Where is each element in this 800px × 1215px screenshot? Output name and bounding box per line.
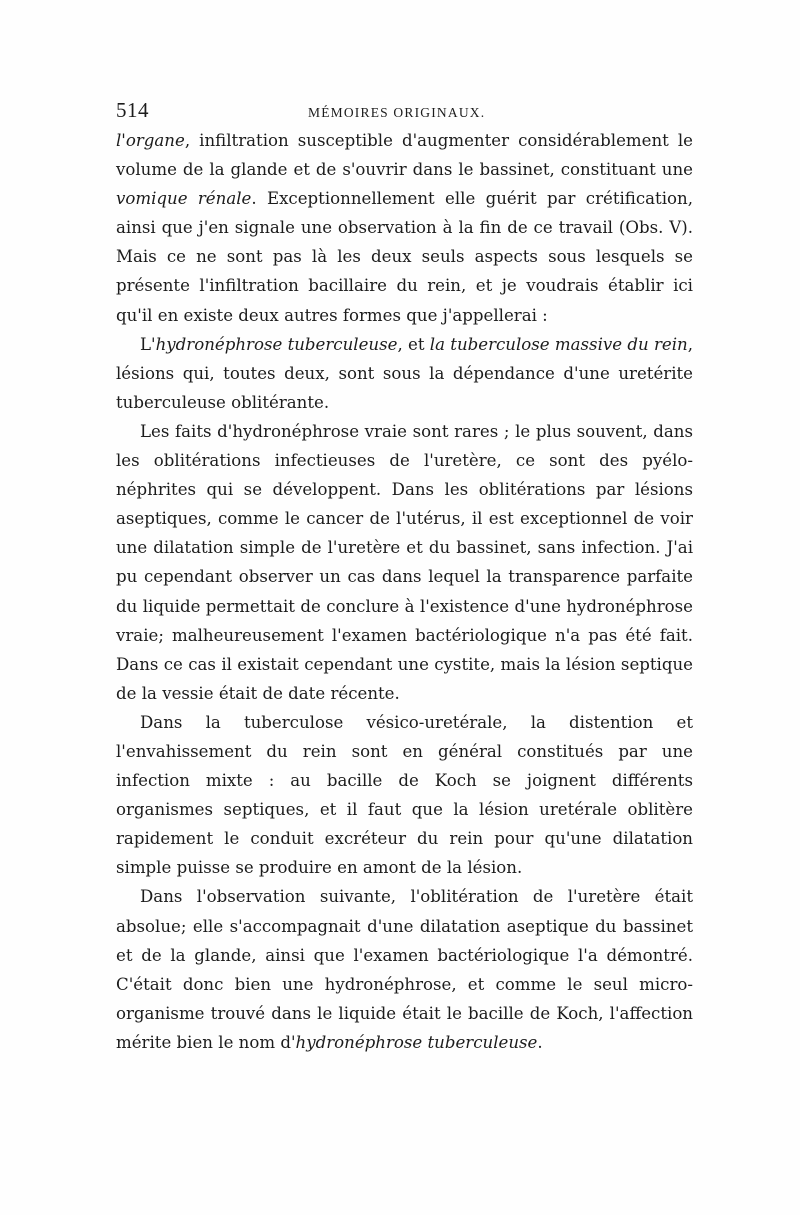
text-run: , et xyxy=(397,334,430,354)
italic-term: la tuberculose massive du rein xyxy=(429,334,688,354)
paragraph xyxy=(116,708,693,883)
text-run: Dans l'observation suivante, l'oblitération de l'uretère était absolue; elle s'accompagnait d'une dilatation aseptique du bassinet et de la glande, ainsi que l'examen bactériologique l'a démontré. C'était donc bien une hydronéphrose, et comme le seul micro-organisme trouvé dans le liquide était le bacille de Koch, l'affection mérite bien le nom d' xyxy=(116,887,693,1052)
text-run: , infiltration susceptible d'augmenter considérablement le volume de la glande et de s'ouvrir dans le bassinet, constituant une xyxy=(116,131,693,180)
text-run: . Exceptionnellement elle guérit par crétification, ainsi que j'en signale une observation à la fin de ce travail (Obs. V). Mais ce ne sont pas là les deux seuls aspects sous lesquels se présente l'infiltration bacillaire du rein, et je voudrais établir ici qu'il en existe deux autres formes que j'appellerai : xyxy=(116,189,693,325)
italic-term: hydronéphrose tuberculeuse xyxy=(155,334,398,354)
text-run: . xyxy=(537,1032,543,1052)
paragraph xyxy=(116,330,693,417)
text-run: L' xyxy=(140,334,156,354)
text-run: Dans la tuberculose vésico-uretérale, la distention et l'envahissement du rein sont en général constitués par une infection mixte : au bacille de Koch se joignent différents organismes septiques, et il faut que la lésion uretérale oblitère rapidement le conduit excréteur du rein pour qu'une dilatation simple puisse se produire en amont de la lésion. xyxy=(116,712,693,878)
page-number: 514 xyxy=(116,98,149,122)
page-header xyxy=(116,98,696,128)
body-text xyxy=(116,126,693,1057)
text-run: , lésions qui, toutes deux, sont sous la dépendance d'une uretérite tuberculeuse oblitérante. xyxy=(116,334,693,412)
italic-term: l'organe xyxy=(116,131,185,150)
paragraph xyxy=(116,417,693,708)
paragraph xyxy=(116,126,693,330)
italic-term: vomique rénale xyxy=(116,189,252,209)
italic-term: hydronéphrose tuberculeuse xyxy=(295,1032,538,1052)
running-title: MÉMOIRES ORIGINAUX. xyxy=(308,105,486,120)
text-run: Les faits d'hydronéphrose vraie sont rares ; le plus souvent, dans les oblitérations infectieuses de l'uretère, ce sont des pyélo-néphrites qui se développent. Dans les oblitérations par lésions aseptiques, comme le cancer de l'utérus, il est exceptionnel de voir une dilatation simple de l'uretère et du bassinet, sans infection. J'ai pu cependant observer un cas dans lequel la transparence parfaite du liquide permettait de conclure à l'existence d'une hydronéphrose vraie; malheureusement l'examen bactériologique n'a pas été fait. Dans ce cas il existait cependant une cystite, mais la lésion septique de la vessie était de date récente. xyxy=(116,421,693,703)
paragraph xyxy=(116,882,693,1057)
